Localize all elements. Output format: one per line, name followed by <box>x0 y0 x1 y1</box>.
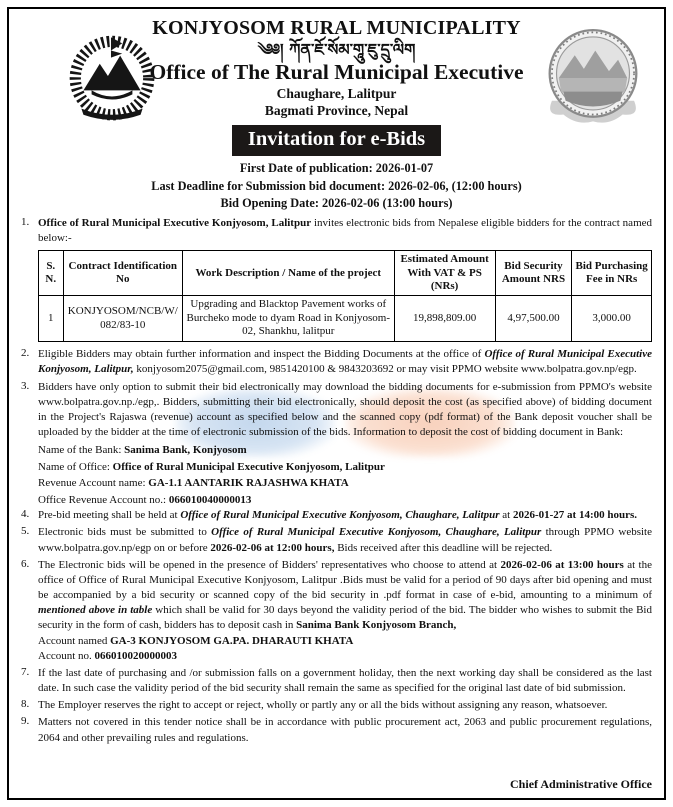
item-text: The Employer reserves the right to accept or reject, wholly or partly any or all the bids without assigning any reason, whatsoever. <box>38 699 608 712</box>
document-header <box>21 17 652 212</box>
bank-name-line: Name of the Bank: Sanima Bank, Konjyosom <box>38 444 247 457</box>
item-text: The Electronic bids will be opened in the presence of Bidders' representatives who choose to attend at 2026-02-06 at 13:00 hours at the office of Office of Rural Municipal Executive Konjyosom, Lalitpur .Bids must be valid for a period of 90 days after bid opening and must be accompanied by a bid security or scanned copy of the bid security in .pdf format in case of e-bid, amounting to a minimum of mentioned above in table which shall be valid for 30 days beyond the validity period of the bid. The bidder who wishes to submit the Bid security in the form of cash, bidders has to deposit cash in Sanima Bank Konjyosom Branch, Account named GA-3 KONJYOSOM GA.PA. DHARAUTI KHATA Account no. 066010020000003 <box>38 558 652 662</box>
notice-item-7 <box>21 666 652 696</box>
notice-item-6 <box>21 558 652 664</box>
item-number: 6. <box>21 557 30 570</box>
invitation-banner: Invitation for e-Bids <box>232 125 441 157</box>
header-bid-security: Bid Security Amount NRS <box>495 251 572 296</box>
nepal-government-emblem-icon <box>61 21 163 127</box>
cell-purchase-fee: 3,000.00 <box>572 295 652 341</box>
header-sn: S. N. <box>39 251 64 296</box>
notice-items <box>21 216 652 776</box>
municipality-name: KONJYOSOM RURAL MUNICIPALITY <box>152 17 521 39</box>
item-number: 8. <box>21 698 30 711</box>
signature-title: Chief Administrative Office <box>510 777 652 791</box>
item-number: 2. <box>21 347 30 360</box>
first-publication-date: First Date of publication: 2026-01-07 <box>239 161 434 176</box>
cell-bid-security: 4,97,500.00 <box>495 295 572 341</box>
item-text: Pre-bid meeting shall be held at Office of Rural Municipal Executive Konjyosom, Chaughare, Lalitpur at 2026-01-27 at 14:00 hours. <box>38 509 638 522</box>
notice-item-2 <box>21 347 652 377</box>
notice-item-5 <box>21 525 652 555</box>
address-line-2: Bagmati Province, Nepal <box>264 103 409 119</box>
item-number: 3. <box>21 379 30 392</box>
item-number: 1. <box>21 216 30 229</box>
item-text: Electronic bids must be submitted to Office of Rural Municipal Executive Konjyosom, Chaughare, Lalitpur through PPMO website www.bolpatra.gov.np/egp on or before 2026-02-06 at 12:00 hours, Bids received after this deadline will be rejected. <box>38 526 652 554</box>
notice-item-1 <box>21 216 652 246</box>
cell-contract-id: KONJYOSOM/NCB/W/ 082/83-10 <box>63 295 183 341</box>
item-text: Bidders have only option to submit their bid electronically may download the bidding documents for e-submission from PPMO's website www.bolpatra.gov.np./egp,. Bidders, submitting their bid electronically, should deposit the cost (as specified above) of bidding document in the Project's Rajaswa (revenue) account as specified below and the scanned copy (pdf format) of the Bank deposit voucher shall be uploaded by the bidder at the time of electronic submission of the bids. Information to deposit the cost of bidding document in Bank: <box>38 380 652 439</box>
item-text: Matters not covered in this tender notice shall be in accordance with public procurement act, 2063 and public procurement regulations, 2064 and other prevailing rules and regulations. <box>38 716 652 744</box>
item-number: 4. <box>21 508 30 521</box>
municipality-name-tibetan: ༄༅། ཀོན་ཇོ་སོམ་གཱུ་ཇུ་དྲུ་ལིག <box>257 40 416 59</box>
header-work-description: Work Description / Name of the project <box>183 251 394 296</box>
konjyosom-municipality-seal-icon <box>536 17 650 139</box>
address-line-1: Chaughare, Lalitpur <box>276 85 397 101</box>
document-border-frame <box>7 7 666 800</box>
header-contract-id: Contract Identification No <box>63 251 183 296</box>
item-number: 9. <box>21 715 30 728</box>
submission-deadline: Last Deadline for Submission bid document: 2026-02-06, (12:00 hours) <box>151 178 522 193</box>
item-text: Office of Rural Municipal Executive Konjyosom, Lalitpur invites electronic bids from Nepalese eligible bidders for the contract named below:- <box>38 217 652 245</box>
contract-table <box>38 250 652 342</box>
office-name: Office of The Rural Municipal Executive <box>149 60 524 84</box>
bid-opening-date: Bid Opening Date: 2026-02-06 (13:00 hours) <box>220 195 453 210</box>
contract-table-header-row <box>39 251 652 296</box>
notice-item-4 <box>21 508 652 523</box>
item-text: If the last date of purchasing and /or submission falls on a government holiday, then the next working day shall be considered as the last date. In such case the validity period of the bid security shall remain the same as specified for the original last date of bid submission. <box>38 666 652 695</box>
item-text: Eligible Bidders may obtain further information and inspect the Bidding Documents at the office of Office of Rural Municipal Executive Konjyosom, Lalitpur, konjyosom2075@gmail.com, 9851420100 & 9843203692 or may visit PPMO website www.bolpatra.gov.np/egp. <box>38 348 652 376</box>
cell-estimated-amount: 19,898,809.00 <box>394 295 495 341</box>
revenue-account-number-line: Office Revenue Account no.: 066010040000013 <box>38 493 252 506</box>
notice-item-3 <box>21 380 652 441</box>
header-purchase-fee: Bid Purchasing Fee in NRs <box>572 251 652 296</box>
notice-item-9 <box>21 715 652 745</box>
header-estimated-amount: Estimated Amount With VAT & PS (NRs) <box>394 251 495 296</box>
item-number: 7. <box>21 665 30 678</box>
contract-table-row <box>39 295 652 341</box>
cell-sn: 1 <box>39 295 64 341</box>
item-number: 5. <box>21 525 30 538</box>
revenue-account-name-line: Revenue Account name: GA-1.1 AANTARIK RAJASHWA KHATA <box>38 477 349 490</box>
cell-work-description: Upgrading and Blacktop Pavement works of Burcheko mode to dyam Road in Konjyosom-02, Shankhu, lalitpur <box>183 295 394 341</box>
notice-item-8 <box>21 698 652 713</box>
office-name-line: Name of Office: Office of Rural Municipal Executive Konjyosom, Lalitpur <box>38 460 385 473</box>
